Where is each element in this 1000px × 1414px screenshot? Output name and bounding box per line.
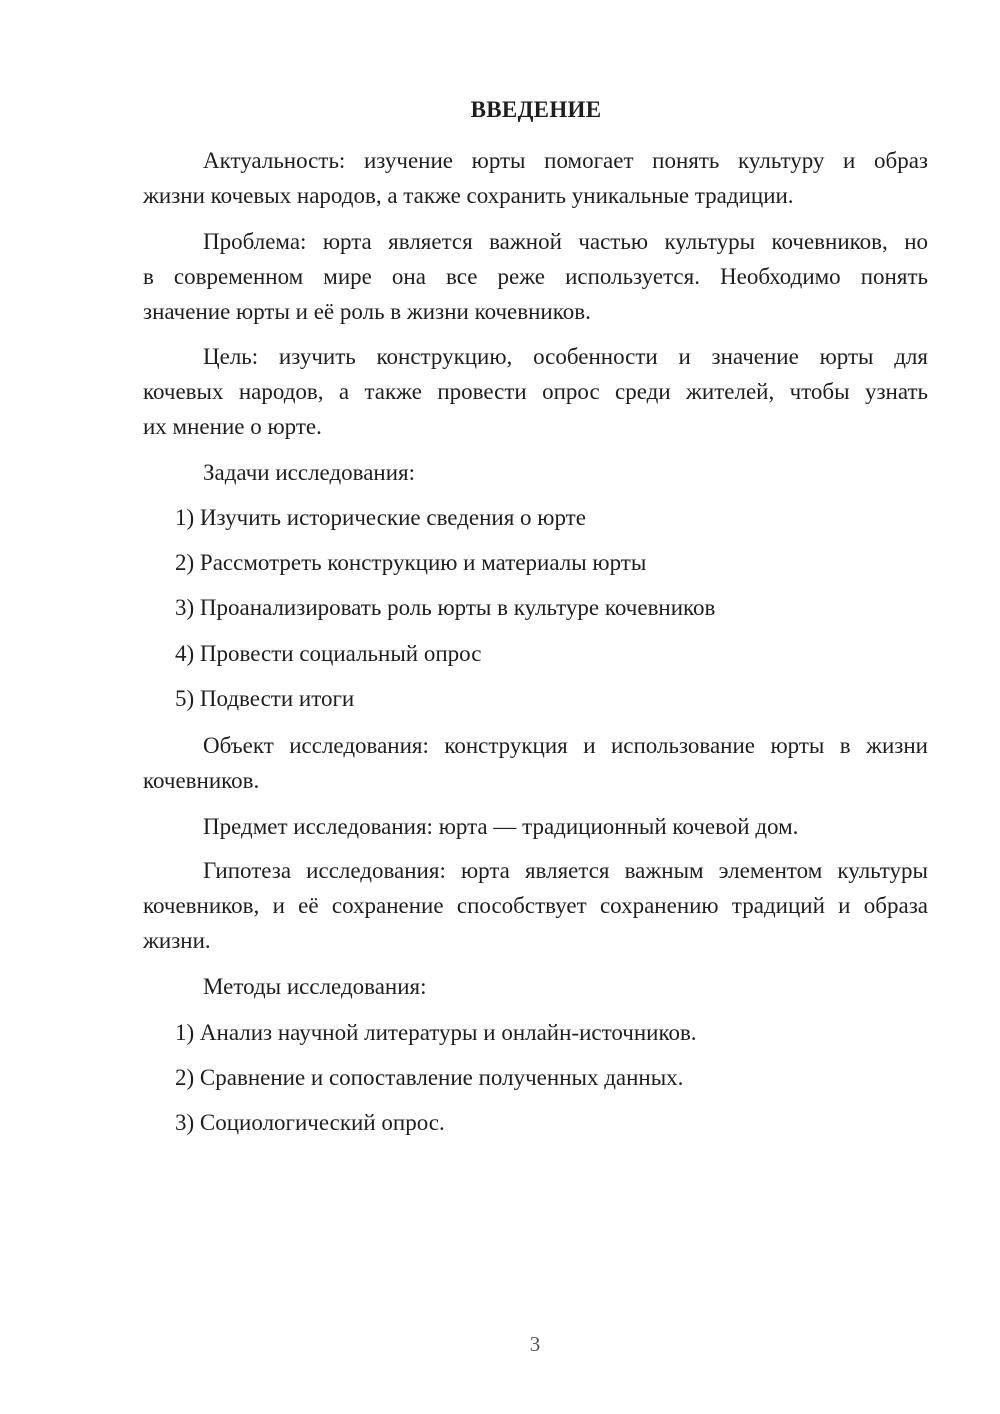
- relevance-paragraph: [143, 143, 928, 213]
- methods-heading: Методы исследования:: [203, 974, 427, 999]
- subject-paragraph: Предмет исследования: юрта — традиционный кочевой дом.: [203, 814, 799, 839]
- paragraph-line: жизни кочевых народов, а также сохранить уникальные традиции.: [143, 183, 794, 208]
- problem-paragraph: [143, 224, 928, 329]
- list-item: 3) Проанализировать роль юрты в культуре кочевников: [175, 595, 716, 620]
- paragraph-line: кочевых народов, а также провести опрос среди жителей, чтобы узнать: [143, 379, 928, 404]
- list-item: 4) Провести социальный опрос: [175, 641, 482, 666]
- list-item: 1) Изучить исторические сведения о юрте: [175, 505, 586, 530]
- page-title: [72, 97, 1000, 123]
- object-paragraph: [143, 728, 928, 798]
- tasks-heading: Задачи исследования:: [203, 460, 416, 485]
- list-item: 1) Анализ научной литературы и онлайн-источников.: [175, 1020, 697, 1045]
- page-number: 3: [529, 1332, 541, 1356]
- goal-paragraph: [143, 339, 928, 444]
- list-item: 3) Социологический опрос.: [175, 1110, 445, 1135]
- paragraph-line: Проблема: юрта является важной частью культуры кочевников, но: [203, 229, 928, 254]
- paragraph-line: Цель: изучить конструкцию, особенности и значение юрты для: [203, 344, 928, 369]
- paragraph-line: кочевников.: [143, 768, 260, 793]
- paragraph-line: кочевников, и её сохранение способствует сохранению традиций и образа: [143, 893, 928, 918]
- paragraph-line: в современном мире она все реже используется. Необходимо понять: [143, 264, 928, 289]
- list-item: 2) Рассмотреть конструкцию и материалы юрты: [175, 550, 647, 575]
- list-item: 5) Подвести итоги: [175, 686, 355, 711]
- paragraph-line: их мнение о юрте.: [143, 414, 322, 439]
- hypothesis-paragraph: [143, 853, 928, 958]
- paragraph-line: жизни.: [143, 928, 211, 953]
- page-title-text: ВВЕДЕНИЕ: [470, 97, 602, 122]
- paragraph-line: значение юрты и её роль в жизни кочевников.: [143, 299, 591, 324]
- paragraph-line: Объект исследования: конструкция и использование юрты в жизни: [203, 733, 928, 758]
- paragraph-line: Актуальность: изучение юрты помогает понять культуру и образ: [203, 148, 928, 173]
- list-item: 2) Сравнение и сопоставление полученных данных.: [175, 1065, 684, 1090]
- paragraph-line: Гипотеза исследования: юрта является важным элементом культуры: [203, 858, 928, 883]
